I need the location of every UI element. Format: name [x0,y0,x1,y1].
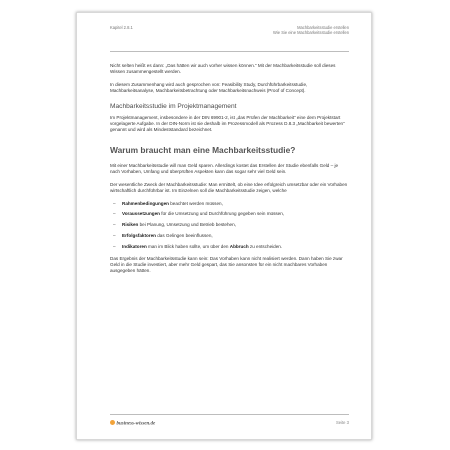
list-item-bold: Voraussetzungen [122,211,160,217]
page-header [110,25,349,52]
paragraph-result: Das Ergebnis der Machbarkeitsstudie kann sein: Das Vorhaben kann nicht realisiert werden. Dann haben Sie zwar Geld in die Studie investiert, aber mehr Geld gespart, das Sie ansonsten für ein nicht machbares Vorhaben ausgegeben hätten. [110,255,343,274]
list-item-text-2: zu entscheiden. [248,243,283,249]
purpose-list [110,201,349,250]
list-item-bold: Rahmenbedingungen [122,200,169,206]
list-item-text: für die Umsetzung und Durchführung gegeben sein müssen, [159,211,285,217]
paragraph-purpose: Der wesentliche Zweck der Machbarkeitsstudie: Man ermittelt, ob eine Idee erfolgreich umsetzbar oder ein Vorhaben wirtschaftlich durchführbar ist. Im Einzelnen soll die Machbarkeitsstudie zeigen, welche [110,181,348,193]
header-title-line1: Machbarkeitsstudie erstellen [297,25,349,30]
document-page [76,12,372,440]
logo-text: business-wissen.de [116,421,156,427]
chapter-label: Kapitel 2.8.1 [110,25,133,30]
paragraph-synonyms: In diesem Zusammenhang wird auch gesprochen von: Feasibility Study, Durchführbarkeitsstudie, Machbarkeitsanalyse, Machbarkeitsbetrachtung oder Machbarkeitsnachweis (Proof of Concept). [110,82,308,94]
list-item: – Indikatoren man im Blick haben sollte, um über den Abbruch zu entscheiden. [113,243,283,249]
paragraph-din-norm: Im Projektmanagement, insbesondere in der DIN 69901-2, ist „das Prüfen der Machbarkeit“ eine dem Projektstart vorgelagerte Aufgabe. In der DIN-Norm ist sie deshalb im Prozessmodell als Prozess D.8.3 „Machbarkeit bewerten“ genannt und wird als Mindeststandard bezeichnet. [110,114,345,133]
header-title-line2: Wie Sie eine Machbarkeitsstudie erstellen [273,30,349,36]
section-heading: Warum braucht man eine Machbarkeitsstudie? [110,144,296,155]
paragraph-intro: Nicht selten heißt es dann: „Das hätten wir auch vorher wissen können.“ Mit der Machbarkeitsstudie soll dieses Wissen zusammengestellt werden. [110,63,336,75]
list-item-bold: Indikatoren [122,243,147,249]
header-titles [273,25,349,36]
list-item-text: das Gelingen beeinflussen, [155,232,213,238]
list-item-bold: Risiken [122,222,139,228]
list-item-text: beachtet werden müssen, [168,200,223,206]
list-item: – Risiken bei Planung, Umsetzung und Betrieb bestehen, [113,222,236,228]
page-number: Seite 3 [335,420,349,425]
list-item: – Voraussetzungen für die Umsetzung und Durchführung gegeben sein müssen, [113,211,285,217]
list-item-bold: Erfolgsfaktoren [122,232,156,238]
list-item: – Rahmenbedingungen beachtet werden müssen, [113,200,223,206]
paragraph-cost: Mit einer Machbarkeitsstudie will man Geld sparen. Allerdings kostet das Erstellen der Studie ebenfalls Geld – je nach Vorhaben, Umfang und überprüften Aspekten kann das sogar sehr viel Geld sein. [110,162,339,174]
page-footer [110,414,349,429]
list-item: – Erfolgsfaktoren das Gelingen beeinflussen, [113,232,213,238]
page-content [110,63,349,281]
subheading-projektmanagement: Machbarkeitsstudie im Projektmanagement [110,102,237,110]
list-item-text: bei Planung, Umsetzung und Betrieb bestehen, [138,222,236,228]
site-logo[interactable] [110,420,155,426]
list-item-text: man im Blick haben sollte, um über den [146,243,230,249]
logo-dot-icon [110,420,115,425]
list-item-bold-2: Abbruch [229,243,249,249]
